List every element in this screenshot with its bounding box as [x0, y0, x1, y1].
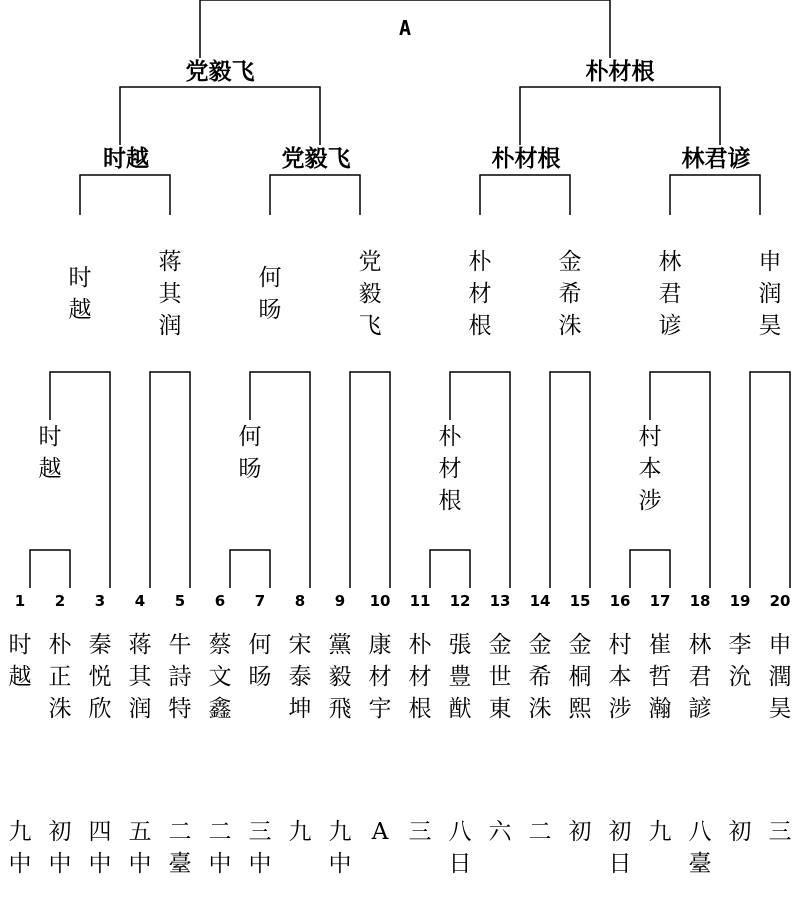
player-name: 时 越: [8, 632, 32, 690]
seed-number: 8: [294, 592, 306, 610]
player-note: 五 中: [128, 819, 152, 877]
seed-number: 15: [569, 592, 591, 610]
r16-name-1: 时 越: [68, 265, 92, 323]
player-note: 三: [768, 819, 792, 845]
player-name: 李 沇: [728, 632, 752, 690]
quarterfinal-winner-2: 党毅飞: [281, 146, 351, 172]
r32-name-4: 村 本 涉: [638, 424, 662, 514]
r16-name-2: 蒋 其 润: [158, 249, 182, 339]
r16-connector-4: [350, 372, 390, 588]
seed-number: 6: [214, 592, 226, 610]
r16-name-3: 何 旸: [258, 265, 282, 323]
r16-connector-6: [550, 372, 590, 588]
player-name: 朴 正 洙: [48, 632, 72, 722]
player-name: 金 世 東: [488, 632, 512, 722]
r32-name-3: 朴 材 根: [438, 424, 462, 514]
seed-number: 17: [649, 592, 671, 610]
player-name: 秦 悦 欣: [88, 632, 112, 722]
seed-number: 1: [14, 592, 26, 610]
seed-number: 11: [409, 592, 431, 610]
quarterfinal-connector-4: [670, 175, 760, 215]
r16-name-6: 金 希 洙: [558, 249, 582, 339]
seed-number: 3: [94, 592, 106, 610]
r1-connector-2: [230, 550, 270, 588]
semifinal-connector-right: [520, 87, 720, 145]
r1-connector-3: [430, 550, 470, 588]
player-note: 八 臺: [688, 819, 712, 877]
player-note: 九: [648, 819, 672, 845]
quarterfinal-winner-3: 朴材根: [491, 146, 561, 172]
player-note: 三: [408, 819, 432, 845]
player-note: 二: [528, 819, 552, 845]
seed-number: 20: [769, 592, 791, 610]
player-note: 二 中: [208, 819, 232, 877]
player-name: 康 材 宇: [368, 632, 392, 722]
player-name: 宋 泰 坤: [288, 632, 312, 722]
player-note: 九 中: [8, 819, 32, 877]
player-name: 蔡 文 鑫: [208, 632, 232, 722]
seed-number: 7: [254, 592, 266, 610]
player-note: A: [371, 819, 389, 845]
player-name: 牛 詩 特: [168, 632, 192, 722]
player-note: 二 臺: [168, 819, 192, 877]
player-name: 村 本 涉: [608, 632, 632, 722]
player-note: 三 中: [248, 819, 272, 877]
player-note: 八 日: [448, 819, 472, 877]
seed-number: 4: [134, 592, 146, 610]
player-name: 蒋 其 润: [128, 632, 152, 722]
quarterfinal-connector-3: [480, 175, 570, 215]
player-name: 崔 哲 瀚: [648, 632, 672, 722]
player-note: 九 中: [328, 819, 352, 877]
r16-name-8: 申 润 昊: [758, 249, 782, 339]
r32-name-1: 时 越: [38, 424, 62, 482]
player-note: 初: [568, 819, 592, 845]
r1-connector-1: [30, 550, 70, 588]
player-name: 林 君 諺: [688, 632, 712, 722]
player-note: 九: [288, 819, 312, 845]
player-note: 初 日: [608, 819, 632, 877]
player-name: 黨 毅 飛: [328, 632, 352, 722]
r16-name-4: 党 毅 飞: [358, 249, 382, 339]
seed-number: 19: [729, 592, 751, 610]
seed-number: 12: [449, 592, 471, 610]
quarterfinal-winner-1: 时越: [103, 146, 149, 172]
seed-number: 13: [489, 592, 511, 610]
player-name: 申 潤 昊: [768, 632, 792, 722]
quarterfinal-connector-1: [80, 175, 170, 215]
r1-connector-4: [630, 550, 670, 588]
semifinal-winner-right: 朴材根: [585, 59, 655, 85]
player-name: 金 桐 熙: [568, 632, 592, 722]
player-note: 六: [488, 819, 512, 845]
player-name: 朴 材 根: [408, 632, 432, 722]
r16-connector-2: [150, 372, 190, 588]
seed-number: 9: [334, 592, 346, 610]
seed-number: 16: [609, 592, 631, 610]
semifinal-winner-left: 党毅飞: [185, 59, 255, 85]
player-note: 初: [728, 819, 752, 845]
player-name: 何 旸: [248, 632, 272, 690]
champion-label: A: [398, 16, 412, 40]
quarterfinal-connector-2: [270, 175, 360, 215]
r16-name-5: 朴 材 根: [468, 249, 492, 339]
seed-number: 5: [174, 592, 186, 610]
r16-name-7: 林 君 谚: [658, 249, 682, 339]
semifinal-connector-left: [120, 87, 320, 145]
seed-number: 14: [529, 592, 551, 610]
quarterfinal-winner-4: 林君谚: [681, 146, 751, 172]
seed-number: 2: [54, 592, 66, 610]
player-name: 張 豊 猷: [448, 632, 472, 722]
player-note: 初 中: [48, 819, 72, 877]
player-name: 金 希 洙: [528, 632, 552, 722]
r16-connector-8: [750, 372, 790, 588]
seed-number: 18: [689, 592, 711, 610]
player-note: 四 中: [88, 819, 112, 877]
r32-name-2: 何 旸: [238, 424, 262, 482]
seed-number: 10: [369, 592, 391, 610]
